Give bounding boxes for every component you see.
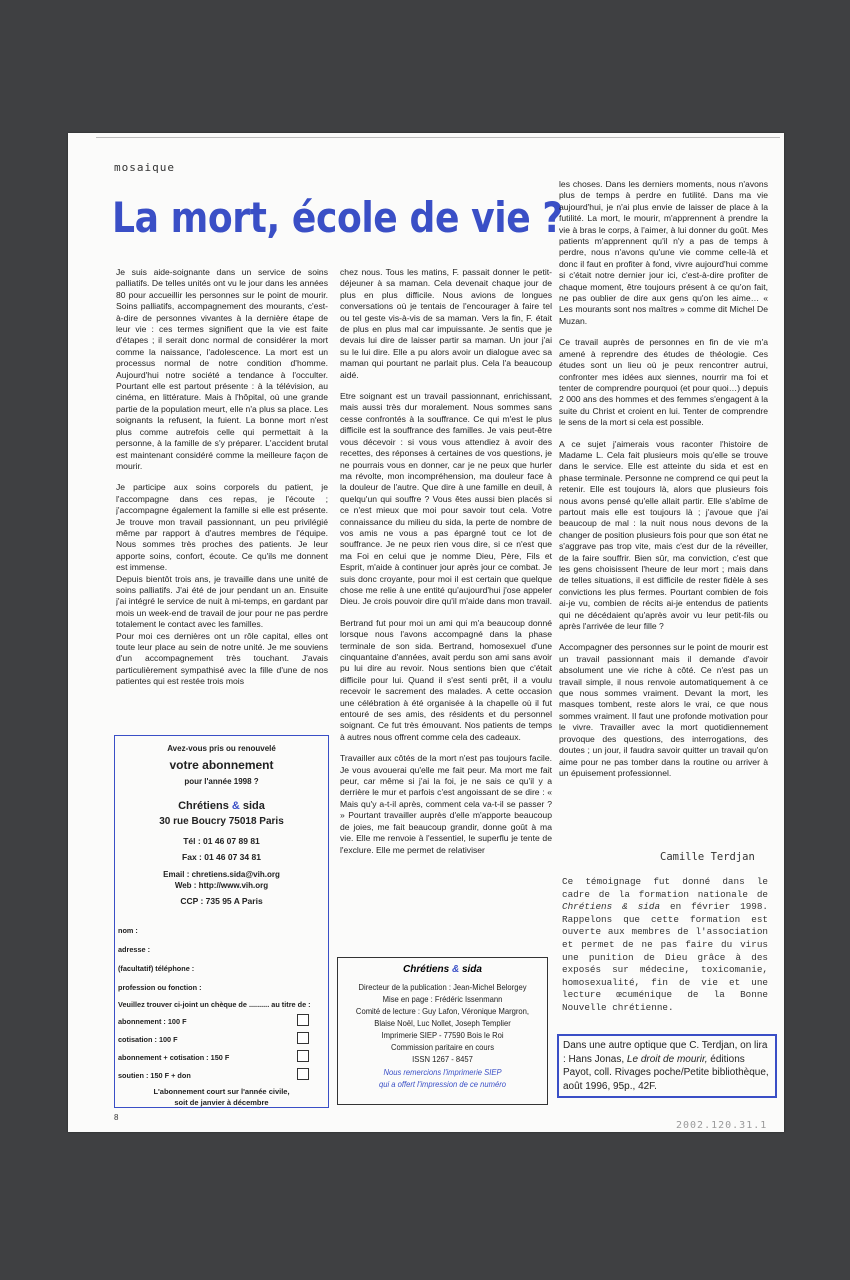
printer-thanks: Nous remercions l'imprimerie SIEP (383, 1067, 502, 1077)
article-column-2 (340, 267, 552, 947)
further-reading-box (557, 1034, 777, 1098)
note-text: en février 1998. Rappelons que cette formation est ouverte aux membres de l'association et permet de ne pas faire du virus une punition de Dieu grâce à des exposés sur médecine, toxicomanie, homosexualité, fin de vie et une lecture œcuménique de la Bonne Nouvelle chrétienne. (562, 901, 769, 1013)
paragraph: Bertrand fut pour moi un ami qui m'a beaucoup donné lorsque nous l'avons accompagné dans la phase terminale de son sida. Bertrand, homosexuel d'une cinquantaine d'années, avait perdu son ami sans avoir pu lui dire au revoir. Nous sentions bien que c'était difficile pour lui. Quand il s'est senti prêt, il a voulu recevoir le sacrement des malades. A cette occasion une célébration à été organisée à la chapelle où il fut entouré de ses amis, des résidents et du personnel soignant. Ce fut très émouvant. Nos patients de temps à autres nous offrent comme cela des cadeaux. (340, 617, 552, 742)
publication-heading (338, 964, 547, 975)
subscription-heading: votre abonnement (169, 758, 274, 772)
publication-line: Commission paritaire en cours (390, 1042, 495, 1052)
subscription-year: pour l'année 1998 ? (184, 777, 259, 786)
article-column-3 (559, 179, 768, 829)
subscription-form (114, 735, 329, 1108)
address-field-label: adresse : (118, 945, 151, 954)
publication-line: Directeur de la publication : Jean-Michel Belorgey (358, 982, 527, 992)
postal-address: 30 rue Boucry 75018 Paris (159, 816, 284, 827)
paragraph: chez nous. Tous les matins, F. passait donner le petit-déjeuner à sa maman. Cela devenait chaque jour de plus en plus difficile. Nous avions de longues conversations où je tentais de l'encourager à faire tel ou tel geste vis-à-vis de sa maman. Vers la fin, F. était de plus en plus mal car impuissante. Je sentis que je devais lui dire de laisser partir sa maman. Un jour j'ai su le lui dire. Elle a pu alors avoir un dialogue avec sa maman qui pourtant ne parlait plus. Cela l'a beaucoup aidé. (340, 267, 552, 380)
publication-line: Mise en page : Frédéric Issenmann (382, 994, 503, 1004)
footer-line: soit de janvier à décembre (174, 1098, 269, 1107)
fax-number: Fax : 01 46 07 34 81 (182, 852, 261, 862)
option-support-checkbox[interactable] (297, 1068, 309, 1080)
org-part: Chrétiens (178, 800, 232, 812)
author-signature: Camille Terdjan (660, 851, 755, 863)
note-text: Ce témoignage fut donné dans le cadre de la formation nationale de (562, 876, 768, 900)
footer-line: L'abonnement court sur l'année civile, (153, 1087, 290, 1096)
reading-text: Dans une autre optique que C. Terdjan, on lira : Hans Jonas, (563, 1040, 768, 1065)
paragraph: A ce sujet j'aimerais vous raconter l'histoire de Madame L. Cela fait plusieurs mois qu'elle se trouve dans le service. Elle est atteinte du sida et est en phase terminale. Personne ne comprend ce qui peut la retenir. Elle est toujours là, alors que plusieurs fois nous avons pensé qu'elle allait partir. Elle s'abîme de partout mais elle est toujours là ; j'avoue que j'ai beaucoup de mal : la nuit nous nous devons de la changer de position plusieurs fois pour que son état ne s'aggrave pas trop vite, mais c'est dur de la réveiller, de la faire souffrir. Bien sûr, ma conviction, c'est que les gens choisissent l'heure de leur mort ; mais dans de telles situations, il est difficile de rester fidèle à ses convictions les plus fermes. Pourtant combien de fois ai-je vu, combien de récits ai-je entendus de patients qui ne décédaient qu'après avoir vu leur petit-fils ou après l'arrivée de leur fille ? (559, 438, 768, 632)
paragraph: Je suis aide-soignante dans un service de soins palliatifs. De telles unités ont vu le jour dans les années 80 pour accueillir les personnes sur le point de mourir. Soins palliatifs, accompagnement des mourants, c'est-à-dire de personnes vivantes à la dernière étape de leur vie : ces termes signifient que la vie est faite d'étapes ; il serait donc normal de considérer la mort comme la naissance, l'adolescence. La mort est un processus normal de notre condition d'homme. Aujourd'hui notre société a tendance à l'occulter. Pourtant elle est partout présente : à la télévision, au cinéma, en littérature. Mais à l'hôpital, où une grande partie de la population meurt, elle n'a plus sa place. Les soignants la refusent, la fuient. La bonne mort n'est plus comme autrefois celle qui permettait à la personne, à la famille de s'y préparer. L'accident brutal est maintenant considéré comme la meilleure façon de mourir. (116, 267, 328, 471)
paragraph: Accompagner des personnes sur le point de mourir est un travail passionnant mais il demande d'avoir absolument une vie riche à côté. Ce n'est pas un travail simple, il nous renvoie automatiquement à ce que nous sommes vraiment. Devant la mort, les masques tombent, reste alors le vrai, ce que nous sommes vraiment. Il faut une profonde motivation pour le vivre. Travailler avec la mort quotidiennement provoque des questions, des interrogations, des doutes ; un jour, il faudra savoir quitter un travail qu'on aime pour ne pas tomber dans la routine ou arriver à un épuisement professionnel. (559, 642, 768, 778)
paragraph: Pour moi ces dernières ont un rôle capital, elles ont toute leur place au sein de notre unité. Je me souviens d'un accompagnement très touchant. J'avais particulièrement sympathisé avec la fille d'une de nos patientes qui est restée trois mois (116, 630, 328, 687)
ampersand-logo: & (451, 964, 460, 975)
contact-online (115, 869, 328, 891)
option-support-label: soutien : 150 F + don (118, 1071, 191, 1080)
name-field-label: nom : (118, 926, 138, 935)
organization-name (115, 800, 328, 812)
ampersand-logo: & (231, 800, 240, 812)
archive-mark: 2002.120.31.1 (676, 1120, 768, 1131)
note-org: Chrétiens & sida (562, 901, 661, 913)
subscription-prompt: Avez-vous pris ou renouvelé (167, 744, 276, 753)
option-subscription-label: abonnement : 100 F (118, 1017, 187, 1026)
top-rule (96, 137, 780, 138)
option-both-checkbox[interactable] (297, 1050, 309, 1062)
paragraph: les choses. Dans les derniers moments, nous n'avons plus de temps à perdre en futilité. Dans ma vie aujourd'hui, je n'ai plus envie de laisser de place à la futilité. La mort, le mourir, m'apprennent à prendre la vie à bras le corps, à l'aimer, à lui donner du goût. Mes patients m'apprennent qu'il n'y a pas de temps à perdre, nous n'avons qu'une vie comme celle-là et donc il faut en profiter à fond, vivre aujourd'hui comme si c'était notre dernier jour ici, c'est-à-dire profiter de chaque moment, être toujours présent à ce qu'on fait, ne pas oublier de dire aux gens qu'on les aime… « Les mourants sont nos maîtres » comme dit Michel De Muzan. (559, 179, 768, 326)
option-membership-checkbox[interactable] (297, 1032, 309, 1044)
subscription-footer (115, 1086, 328, 1108)
head-part: sida (459, 964, 482, 975)
paragraph: Travailler aux côtés de la mort n'est pas toujours facile. Je vous avouerai qu'elle me fait peur. Ma mort me fait peur, car même si j'ai la foi, je ne sais ce qu'il y a derrière le mur et parfois c'est angoissant de se dire : « Mais qu'y a-t-il après, comment cela va-t-il se passer ? » Pourtant travailler auprès d'elle m'apporte beaucoup de joies, me fait beaucoup grandir, donne goût à ma vie. Elle me renvoie à l'essentiel, le superflu je tente de l'exclure. Elle me permet de relativiser (340, 753, 552, 855)
head-part: Chrétiens (403, 964, 452, 975)
publication-line: Imprimerie SIEP - 77590 Bois le Roi (381, 1030, 504, 1040)
paragraph: Ce travail auprès de personnes en fin de vie m'a amené à reprendre des études de théologie. Ces études sont un lieu où je peux rencontrer autrui, confronter mes idées aux siennes, nourrir ma foi et tenter de comprendre pourquoi (et pour quoi…) depuis 2 000 ans des hommes et des femmes s'engagent à la suite du Christ et croient en lui. Tenter de comprendre le sens de la mort si cela est possible. (559, 337, 768, 428)
option-both-label: abonnement + cotisation : 150 F (118, 1053, 230, 1062)
website: Web : http://www.vih.org (174, 881, 269, 890)
reading-book-title: Le droit de mourir, (626, 1053, 708, 1065)
publication-info-box (337, 957, 548, 1105)
paragraph: Etre soignant est un travail passionnant, enrichissant, mais aussi très dur moralement. Nous sommes sans cesse confrontés à la souffrance. Ce qui m'est le plus difficile est la souffrance des familles. Je vais peut-être vous décevoir : si vous vous attendiez à avoir des recettes, des réponses à certaines de vos questions, je ne pourrais vous en donner, car je ne peux que hurler ma révolte, mon incompréhension, ma douleur face à la douleur de l'autre. Que dire à une famille en deuil, à quelqu'un qui souffre ? Vous êtes aussi bien placés si ce n'est mieux que moi pour savoir tout cela. Votre connaissance du milieu du sida, la perte de nombre de vos amis ne vous a pas épargné tout ce lot de souffrance. Je ne peux rien vous dire, si ce n'est que ma Foi en celui que je nomme Dieu, Père, Fils et Esprit, m'aide à continuer jour après jour ce combat. Je suis donc croyante, pour moi il est certain que quelque chose me relie à une entité qu'aujourd'hui j'ose appeler Dieu. Je crois pouvoir dire qu'il m'aide dans mon travail. (340, 391, 552, 607)
job-field-label: profession ou fonction : (118, 983, 202, 992)
cheque-instruction: Veuillez trouver ci-joint un chèque de .......... au titre de : (118, 1000, 311, 1009)
publication-line: ISSN 1267 - 8457 (412, 1054, 473, 1064)
email-address: Email : chretiens.sida@vih.org (163, 870, 280, 879)
option-membership-label: cotisation : 100 F (118, 1035, 178, 1044)
testimony-note (562, 876, 768, 1015)
phone-field-label: (facultatif) téléphone : (118, 964, 195, 973)
page-number: 8 (114, 1113, 119, 1122)
ccp-account: CCP : 735 95 A Paris (180, 896, 263, 906)
article-title: La mort, école de vie ? (112, 193, 563, 242)
paragraph: Depuis bientôt trois ans, je travaille dans une unité de soins palliatifs. J'ai été de jour pendant un an. Ensuite j'ai intégré le service de nuit à mi-temps, en gardant par mois un week-end de travail de jour pour ne pas perdre totalement le contact avec les familles. (116, 573, 328, 630)
section-label: mosaique (114, 161, 175, 174)
printer-thanks: qui a offert l'impression de ce numéro (378, 1079, 507, 1089)
reading-text: éditions Payot, coll. Rivages poche/Petite bibliothèque, août 1996, 95p., 42F. (563, 1053, 769, 1092)
phone-number: Tél : 01 46 07 89 81 (183, 836, 260, 846)
option-subscription-checkbox[interactable] (297, 1014, 309, 1026)
publication-line: Blaise Noël, Luc Nollet, Joseph Templier (374, 1018, 511, 1028)
magazine-page (68, 133, 784, 1132)
org-part: sida (239, 800, 265, 812)
article-column-1 (116, 267, 328, 737)
paragraph: Je participe aux soins corporels du patient, je l'accompagne dans ces repas, je l'écoute ; j'accompagne également la famille si elle est présente. Je trouve mon travail passionnant, un peu privilégié même par rapport à d'autres membres de l'équipe. Nous sommes très proches des patients. Je leur apporte soins, confort, écoute. Ce qu'ils me donnent est immense. (116, 482, 328, 573)
publication-line: Comité de lecture : Guy Lafon, Véronique Margron, (355, 1006, 530, 1016)
